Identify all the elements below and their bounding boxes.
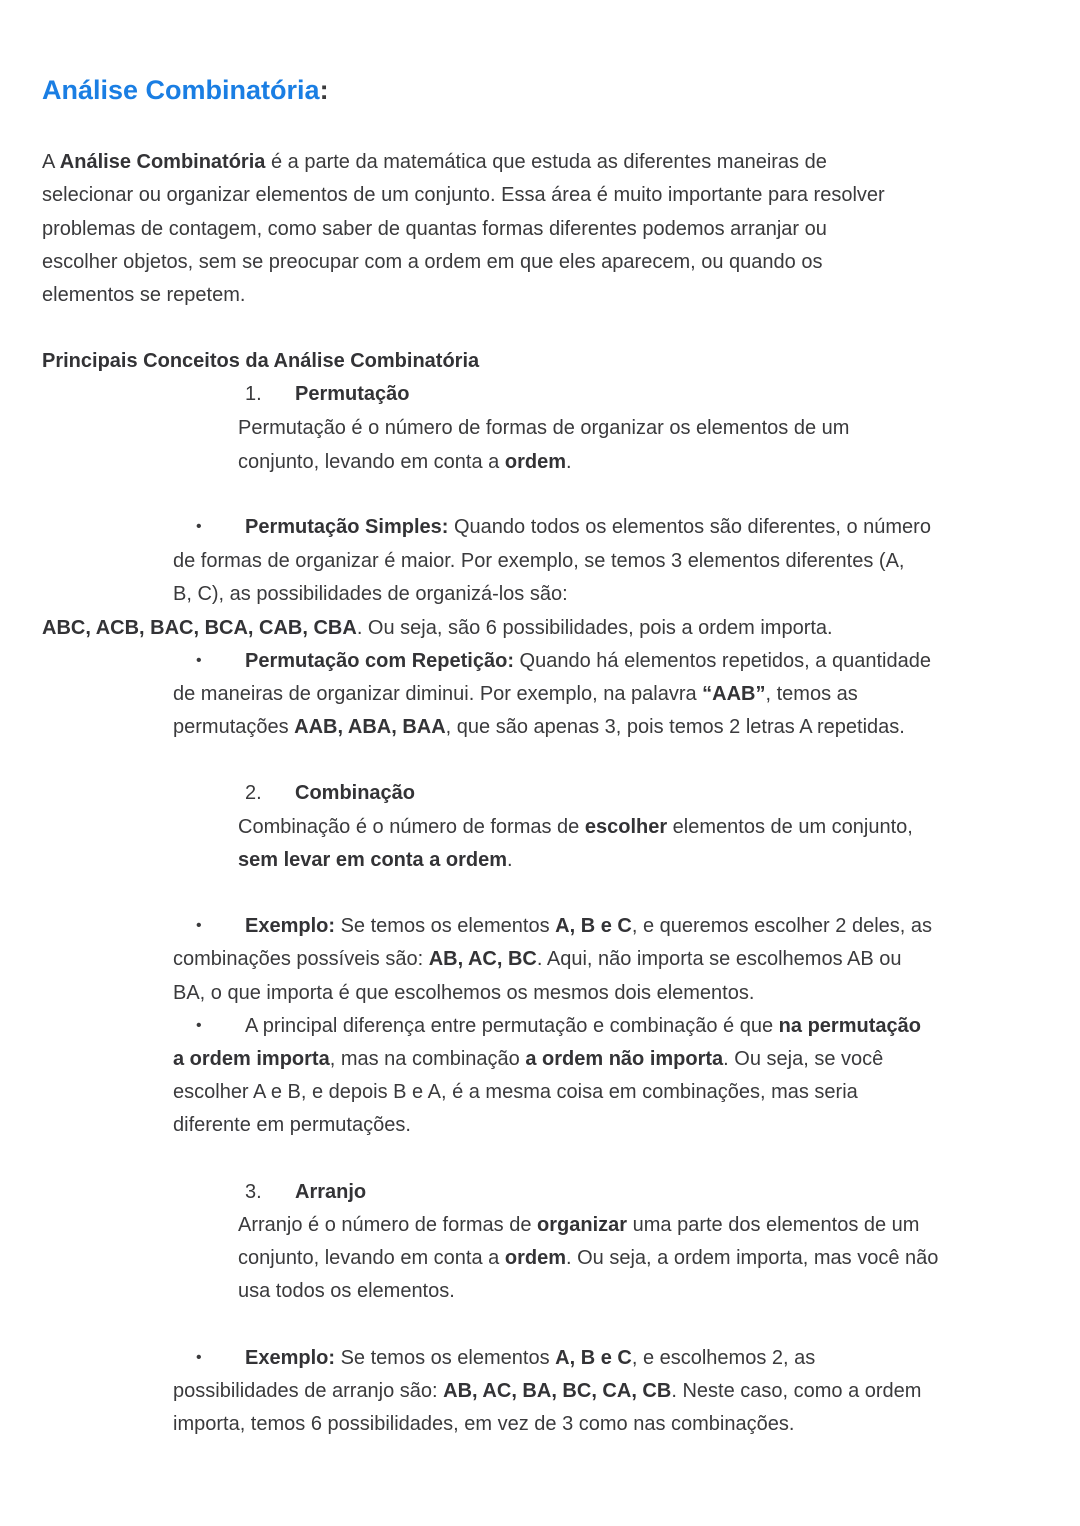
arranjo-def-line-3: usa todos os elementos.: [238, 1280, 455, 1302]
list-item-title: Combinação: [295, 782, 416, 804]
def-text: . Ou seja, a ordem importa, mas você não: [565, 1247, 939, 1269]
bullet-label: Permutação com Repetição:: [245, 650, 514, 672]
bullet-bold: AB, AC, BC: [428, 948, 537, 970]
intro-line-3: problemas de contagem, como saber de quantas formas diferentes podemos arranjar ou: [42, 218, 827, 240]
comb-diferenca-line-4: diferente em permutações.: [173, 1114, 411, 1136]
bullet-text: , e queremos escolher 2 deles, as: [631, 915, 932, 937]
list-item-permutacao: [245, 382, 410, 406]
bullet-text: Se temos os elementos: [335, 1347, 556, 1369]
bullet-text: , mas na combinação: [329, 1048, 526, 1070]
list-item-title: Permutação: [295, 383, 410, 405]
list-item-arranjo: [245, 1180, 366, 1204]
bullet-text: combinações possíveis são:: [173, 948, 429, 970]
bullet-icon: •: [196, 917, 202, 934]
bullet-text: , que são apenas 3, pois temos 2 letras A repetidas.: [445, 716, 905, 738]
bullet-text: A principal diferença entre permutação e combinação é que: [245, 1015, 779, 1037]
perm-simples-line-1: [245, 515, 931, 539]
comb-exemplo-line-2: [173, 947, 902, 971]
bullet-text: de maneiras de organizar diminui. Por exemplo, na palavra: [173, 683, 703, 705]
bullet-bold: ABC, ACB, BAC, BCA, CAB, CBA: [42, 617, 357, 639]
bullet-text: . Neste caso, como a ordem: [671, 1380, 922, 1402]
bullet-icon: •: [196, 652, 202, 669]
intro-line-5: elementos se repetem.: [42, 284, 246, 306]
arranjo-def-line-1: [238, 1213, 919, 1237]
bullet-icon: •: [196, 1349, 202, 1366]
bullet-bold: “AAB”: [702, 683, 766, 705]
comb-diferenca-line-2: [173, 1047, 883, 1071]
intro-line-1: [42, 150, 827, 174]
combinacao-def-line-2: [238, 848, 513, 872]
def-text: Arranjo é o número de formas de: [238, 1214, 538, 1236]
comb-diferenca-line-3: escolher A e B, e depois B e A, é a mesma coisa em combinações, mas seria: [173, 1081, 858, 1103]
def-bold: sem levar em conta a ordem: [238, 849, 508, 871]
list-item-combinacao: [245, 781, 415, 805]
def-text: elementos de um conjunto,: [667, 816, 913, 838]
bullet-text: , e escolhemos 2, as: [631, 1347, 816, 1369]
bullet-label: Exemplo:: [245, 1347, 336, 1369]
def-bold: organizar: [537, 1214, 628, 1236]
bullet-bold: na permutação: [778, 1015, 921, 1037]
def-bold: escolher: [584, 816, 668, 838]
intro-line-2: selecionar ou organizar elementos de um conjunto. Essa área é muito importante para resolver: [42, 184, 885, 206]
comb-exemplo-line-1: [245, 914, 932, 938]
bullet-bold: a ordem não importa: [525, 1048, 724, 1070]
arr-exemplo-line-2: [173, 1379, 921, 1403]
bullet-bold: AB, AC, BA, BC, CA, CB: [443, 1380, 672, 1402]
section-heading: [42, 349, 479, 373]
arr-exemplo-line-3: importa, temos 6 possibilidades, em vez de 3 como nas combinações.: [173, 1413, 795, 1435]
title-text: Análise Combinatória: [42, 75, 320, 105]
comb-exemplo-line-3: BA, o que importa é que escolhemos os mesmos dois elementos.: [173, 982, 755, 1004]
comb-diferenca-line-1: [245, 1014, 921, 1038]
bullet-text: . Ou seja, se você: [723, 1048, 884, 1070]
bullet-text: Quando há elementos repetidos, a quantidade: [513, 650, 931, 672]
def-bold: ordem: [504, 1247, 566, 1269]
bullet-bold: A, B e C: [555, 915, 632, 937]
bullet-icon: •: [196, 1017, 202, 1034]
bullet-label: Exemplo:: [245, 915, 336, 937]
intro-line-4: escolher objetos, sem se preocupar com a ordem em que eles aparecem, ou quando os: [42, 251, 823, 273]
list-number: 1.: [245, 383, 262, 405]
perm-simples-line-3: B, C), as possibilidades de organizá-los são:: [173, 583, 568, 605]
perm-repeticao-line-3: [173, 715, 905, 739]
intro-text: A: [42, 151, 60, 173]
page-title: [42, 74, 329, 106]
arranjo-def-line-2: [238, 1246, 938, 1270]
list-number: 3.: [245, 1181, 262, 1203]
intro-bold-term: Análise Combinatória: [59, 151, 266, 173]
bullet-label: Permutação Simples:: [245, 516, 449, 538]
def-text: Combinação é o número de formas de: [238, 816, 585, 838]
bullet-text: Se temos os elementos: [335, 915, 556, 937]
list-item-title: Arranjo: [295, 1181, 367, 1203]
def-text: uma parte dos elementos de um: [627, 1214, 920, 1236]
section-heading-text: Principais Conceitos da Análise Combinatória: [42, 350, 480, 372]
permutacao-def-line-2: [238, 450, 572, 474]
def-text: conjunto, levando em conta a: [238, 451, 505, 473]
bullet-text: . Ou seja, são 6 possibilidades, pois a ordem importa.: [356, 617, 833, 639]
def-bold: ordem: [504, 451, 566, 473]
bullet-text: Quando todos os elementos são diferentes, o número: [448, 516, 931, 538]
intro-text: é a parte da matemática que estuda as diferentes maneiras de: [265, 151, 827, 173]
bullet-icon: •: [196, 518, 202, 535]
title-colon: :: [319, 75, 329, 105]
bullet-bold: AAB, ABA, BAA: [294, 716, 446, 738]
perm-repeticao-line-1: [245, 649, 931, 673]
perm-repeticao-line-2: [173, 682, 858, 706]
bullet-text: , temos as: [765, 683, 858, 705]
bullet-text: . Aqui, não importa se escolhemos AB ou: [536, 948, 902, 970]
perm-simples-line-2: de formas de organizar é maior. Por exemplo, se temos 3 elementos diferentes (A,: [173, 550, 905, 572]
arr-exemplo-line-1: [245, 1346, 815, 1370]
bullet-text: permutações: [173, 716, 295, 738]
combinacao-def-line-1: [238, 815, 913, 839]
bullet-bold: A, B e C: [555, 1347, 632, 1369]
list-number: 2.: [245, 782, 262, 804]
perm-simples-line-4: [42, 616, 833, 640]
permutacao-def-line-1: Permutação é o número de formas de organizar os elementos de um: [238, 417, 850, 439]
def-text: .: [507, 849, 513, 871]
def-text: .: [565, 451, 572, 473]
bullet-text: possibilidades de arranjo são:: [173, 1380, 444, 1402]
def-text: conjunto, levando em conta a: [238, 1247, 505, 1269]
bullet-bold: a ordem importa: [173, 1048, 330, 1070]
